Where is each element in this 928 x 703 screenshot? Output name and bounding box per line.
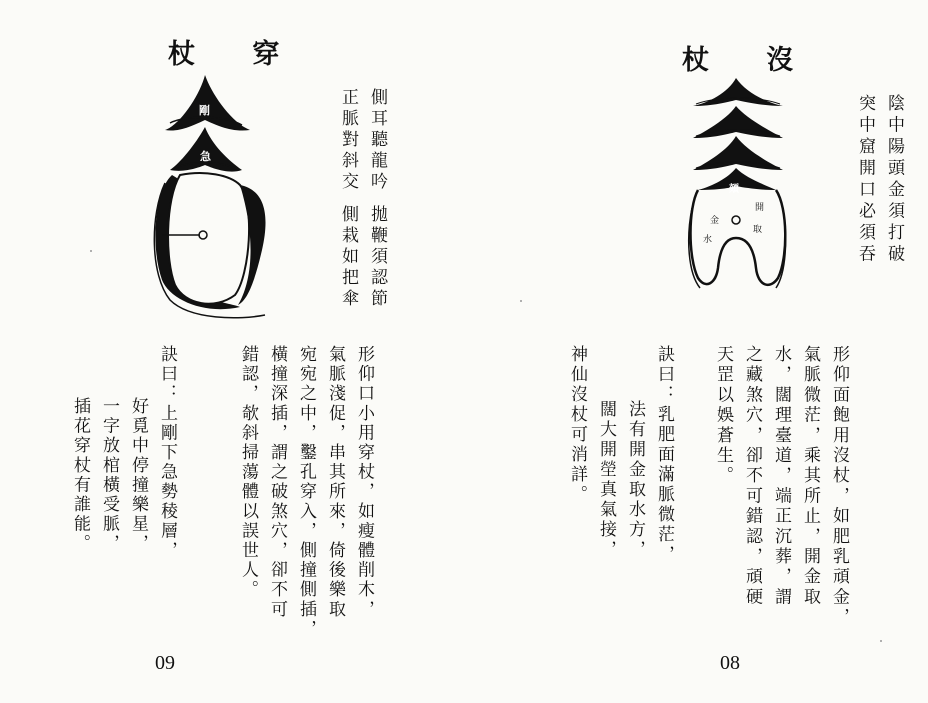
formula-col: 一字放棺橫受脈， [99,397,119,554]
formula-col: 法有開金取水方， [625,400,645,560]
body-col: 氣脈淺促，串其所來，倚後樂取 [325,345,345,620]
verse-col: 側耳聽龍吟 [367,88,387,193]
right-body [708,345,853,628]
verse-col: 拋鞭須認節 [367,205,387,310]
formula-col: 闊大開塋真氣接， [596,400,616,560]
left-formula [65,345,181,561]
body-col: 錯認，欹斜掃蕩體以誤世人。 [238,345,258,600]
figure-label-open: 開 [755,203,765,213]
speck [880,640,882,642]
verse-col: 側栽如把傘 [338,205,358,310]
verse-col: 正脈對斜交 [338,88,358,193]
right-page [470,0,928,703]
body-col: 天罡以娛蒼生。 [713,345,733,487]
left-page-number: 09 [155,652,175,674]
right-formula [562,345,678,565]
speck [520,300,522,302]
figure-label-chin: 頦 [729,184,739,195]
right-page-title: 杖 沒 [682,45,818,76]
formula-col: 訣曰：乳肥面滿脈微茫， [654,345,674,565]
body-col: 形仰口小用穿杖，如瘦體削木， [354,345,374,620]
body-col: 橫撞深插，謂之破煞穴，卻不可 [267,345,287,620]
figure-label-ji: 急 [200,150,211,163]
formula-col: 好覓中停撞樂星， [128,397,148,554]
left-page-title: 杖 穿 [168,39,304,70]
left-verse [333,88,391,198]
formula-col: 神仙沒杖可消詳。 [567,345,587,505]
formula-col: 訣曰：上剛下急勢稜層， [157,345,177,561]
body-col: 之藏煞穴，卻不可錯認，頑硬 [742,345,762,608]
chuan-zhang-figure [150,75,280,325]
left-body [233,345,378,639]
left-verse-2 [333,205,391,310]
speck [90,250,92,252]
verse-col: 陰中陽頭金須打破 [884,94,904,266]
body-col: 水，闊理臺道，端正沉葬，謂 [771,345,791,608]
formula-col: 插花穿杖有誰能。 [70,397,90,554]
figure-label-water: 水 [703,235,713,245]
figure-label-gang: 剛 [199,104,210,117]
body-col: 氣脈微茫，乘其所止，開金取 [800,345,820,608]
figure-label-take: 取 [753,225,763,235]
right-page-number: 08 [720,652,740,674]
figure-label-gold: 金 [710,216,720,226]
right-verse [850,94,908,266]
verse-col: 突中窟開口必須吞 [855,94,875,266]
body-col: 形仰面飽用沒杖，如肥乳頑金， [829,345,849,628]
body-col: 宛宛之中，鑿孔穿入，側撞側插， [296,345,316,639]
